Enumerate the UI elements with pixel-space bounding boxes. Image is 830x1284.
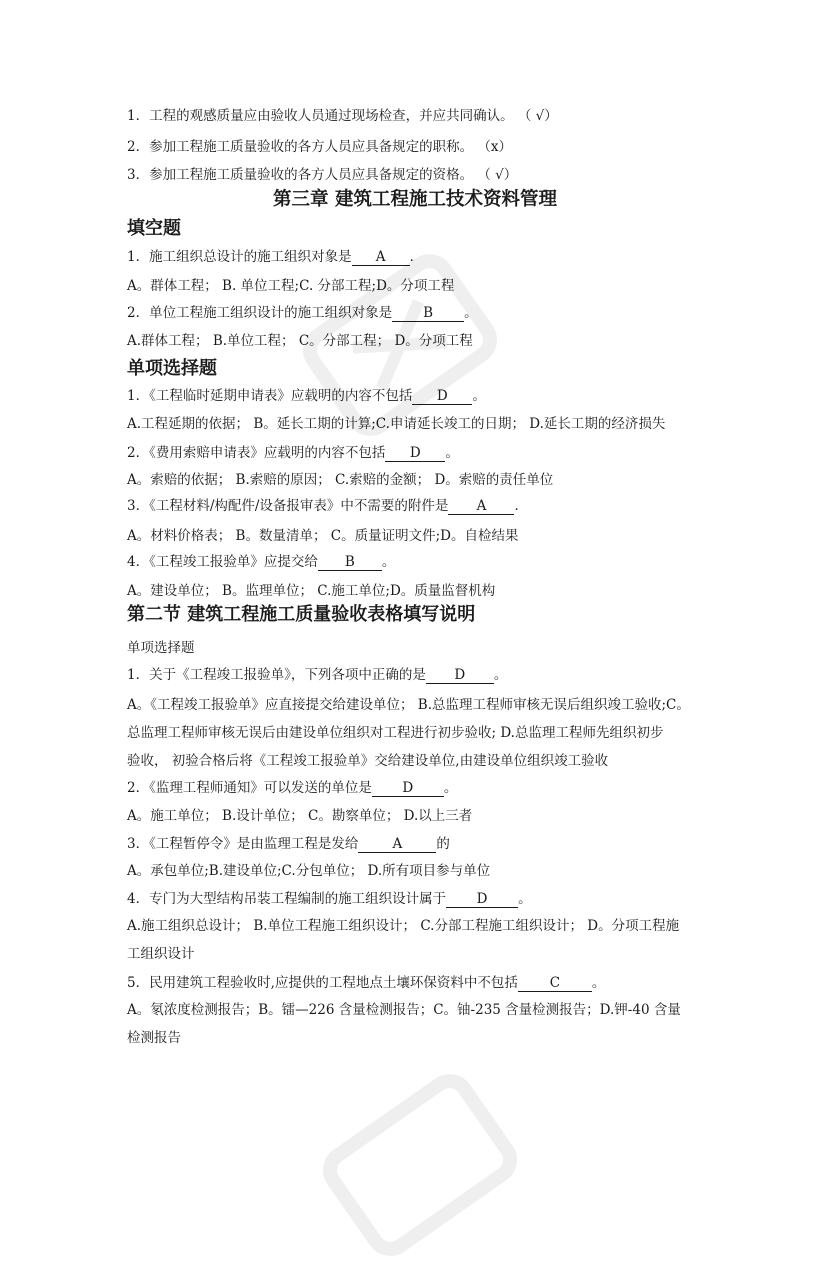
fill-question-1: [127, 248, 423, 266]
section-question-3: [127, 835, 450, 853]
answer-blank: A: [358, 836, 436, 853]
question-text: 4．专门为大型结构吊装工程编制的施工组织设计属于: [127, 891, 447, 907]
question-text: 3．《工程暂停令》是由监理工程是发给: [127, 836, 359, 852]
question-tail: 。: [445, 445, 459, 461]
section-options-1-line-3: 验收， 初验合格后将《工程竣工报验单》交给建设单位,由建设单位组织竣工验收: [127, 753, 609, 769]
answer-blank: B: [318, 554, 382, 571]
single-question-1: [127, 387, 486, 405]
section-subheading: 单项选择题: [127, 640, 195, 656]
section-options-1-line-2: 总监理工程师审核无误后由建设单位组织对工程进行初步验收; D.总监理工程师先组织初步: [127, 725, 664, 741]
question-text: 1．施工组织总设计的施工组织对象是: [127, 249, 352, 265]
answer-blank: D: [426, 667, 494, 684]
question-text: 2．《费用索赔申请表》应载明的内容不包括: [127, 445, 386, 461]
question-text: 1．关于《工程竣工报验单》，下列各项中正确的是: [127, 667, 426, 683]
answer-blank: C: [518, 975, 592, 992]
question-tail: 。: [464, 305, 478, 321]
answer-blank: A: [352, 249, 410, 266]
answer-blank: D: [372, 780, 444, 797]
fill-question-2: [127, 304, 478, 322]
question-tail: 的: [436, 836, 450, 852]
question-tail: ．: [514, 498, 528, 514]
single-choice-heading: 单项选择题: [127, 358, 217, 379]
section-question-4: [127, 890, 532, 908]
section-options-5-line-2: 检测报告: [127, 1030, 181, 1046]
answer-blank: B: [392, 305, 464, 322]
question-tail: 。: [493, 667, 508, 683]
question-text: 5．民用建筑工程验收时,应提供的工程地点土壤环保资料中不包括: [127, 975, 518, 991]
fill-options-2: A.群体工程； B.单位工程； C。分部工程； D。分项工程: [127, 333, 473, 349]
question-tail: ．: [409, 249, 424, 265]
single-options-4: A。建设单位； B。监理单位； C.施工单位;D。质量监督机构: [127, 583, 496, 599]
question-text: 1．《工程临时延期申请表》应载明的内容不包括: [127, 388, 413, 404]
tf-item-3: 3．参加工程施工质量验收的各方人员应具备规定的资格。 （ √）: [127, 167, 518, 183]
single-options-2: A。索赔的依据； B.索赔的原因； C.索赔的金额； D。索赔的责任单位: [127, 472, 554, 488]
question-tail: 。: [472, 388, 486, 404]
section-options-4-line-1: A.施工组织总设计； B.单位工程施工组织设计； C.分部工程施工组织设计； D。分项工程施: [127, 918, 680, 934]
watermark-logo-bottom: [295, 1046, 545, 1284]
fill-options-1: A。群体工程； B. 单位工程;C. 分部工程;D。分项工程: [127, 278, 455, 294]
answer-blank: D: [446, 891, 518, 908]
question-text: 4．《工程竣工报验单》应提交给: [127, 554, 318, 570]
section-options-3: A。承包单位;B.建设单位;C.分包单位； D.所有项目参与单位: [127, 863, 491, 879]
section-question-1: [127, 666, 507, 684]
single-options-3: A。材料价格表； B。数量清单； C。质量证明文件;D。自检结果: [127, 528, 519, 544]
section-options-4-line-2: 工组织设计: [127, 946, 195, 962]
tf-item-2: 2．参加工程施工质量验收的各方人员应具备规定的职称。 （x）: [127, 139, 512, 155]
fill-heading: 填空题: [127, 218, 181, 239]
section-question-5: [127, 974, 605, 992]
section-options-1-line-1: A。《工程竣工报验单》应直接提交给建设单位； B.总监理工程师审核无误后组织竣工验收;C。: [127, 697, 690, 713]
answer-blank: D: [385, 445, 445, 462]
answer-blank: D: [412, 388, 472, 405]
question-text: 3．《工程材料/构配件/设备报审表》中不需要的附件是: [127, 498, 449, 514]
answer-blank: A: [448, 498, 514, 515]
question-text: 2．单位工程施工组织设计的施工组织对象是: [127, 305, 393, 321]
single-question-4: [127, 553, 395, 571]
question-tail: 。: [381, 554, 396, 570]
question-tail: 。: [518, 891, 532, 907]
section-options-2: A。施工单位； B.设计单位； C。勘察单位； D.以上三者: [127, 808, 473, 824]
section-question-2: [127, 779, 457, 797]
question-tail: 。: [591, 975, 606, 991]
single-question-2: [127, 444, 459, 462]
chapter-title: 第三章 建筑工程施工技术资料管理: [273, 189, 557, 210]
single-options-1: A.工程延期的依据； B。延长工期的计算;C.申请延长竣工的日期； D.延长工期的经济损失: [127, 416, 666, 432]
tf-item-1: 1．工程的观感质量应由验收人员通过现场检查，并应共同确认。 （ √）: [127, 108, 558, 124]
question-tail: 。: [443, 780, 458, 796]
section-title: 第二节 建筑工程施工质量验收表格填写说明: [127, 604, 476, 625]
section-options-5-line-1: A。氡浓度检测报告；B。镭—226 含量检测报告；C。铀-235 含量检测报告；D.钾-40 含量: [127, 1002, 681, 1018]
single-question-3: [127, 497, 528, 515]
question-text: 2．《监理工程师通知》可以发送的单位是: [127, 780, 372, 796]
